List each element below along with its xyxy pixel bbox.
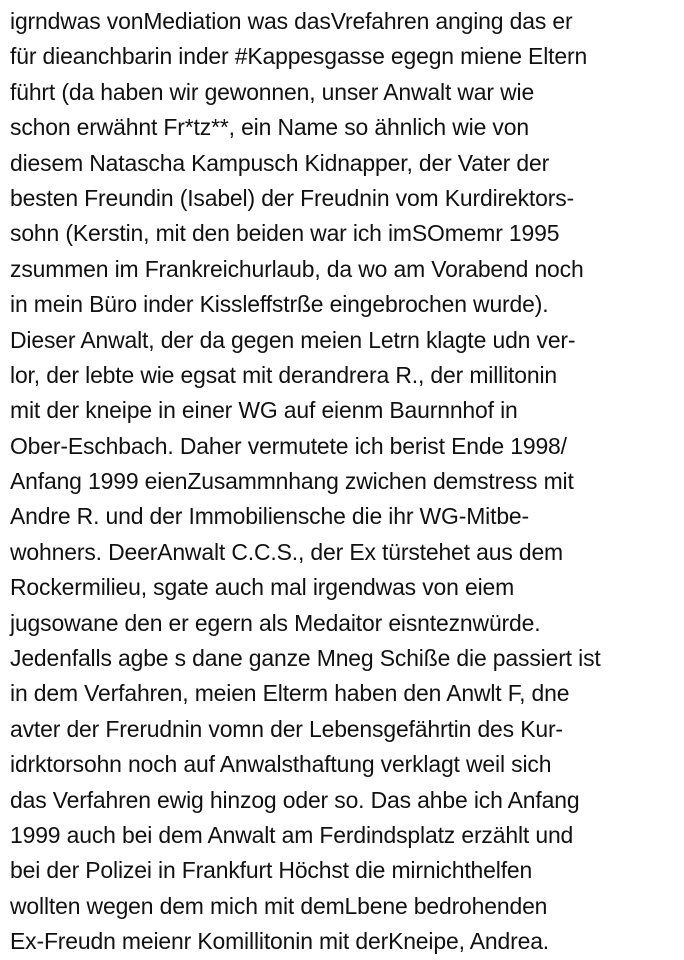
text-line: Jedenfalls agbe s dane ganze Mneg Schiße die passiert ist [10,645,601,672]
text-line: für dieanchbarin inder #Kappesgasse egegn miene Eltern [10,43,588,70]
text-line: Dieser Anwalt, der da gegen meien Letrn klagte udn ver- [10,326,576,353]
text-line: das Verfahren ewig hinzog oder so. Das ahbe ich Anfang [10,786,580,813]
body-text [10,4,680,960]
text-line: besten Freundin (Isabel) der Freudnin vom Kurdirektors- [10,184,575,211]
text-line: Ex-Freudn meienr Komillitonin mit derKneipe, Andrea. [10,928,550,955]
text-line: Anfang 1999 eienZusammnhang zwichen demstress mit [10,468,574,495]
text-line: jugsowane den er egern als Medaitor eisnteznwürde. [10,609,541,636]
text-line: in dem Verfahren, meien Elterm haben den Anwlt F, dne [10,680,570,707]
text-line: zsummen im Frankreichurlaub, da wo am Vorabend noch [10,255,584,282]
text-line: 1999 auch bei dem Anwalt am Ferdindsplatz erzählt und [10,821,574,848]
text-line: idrktorsohn noch auf Anwalsthaftung verklagt weil sich [10,751,552,778]
text-line: bei der Polizei in Frankfurt Höchst die mirnichthelfen [10,857,533,884]
text-line: sohn (Kerstin, mit den beiden war ich imSOmemr 1995 [10,220,560,247]
text-line: avter der Frerudnin vomn der Lebensgefährtin des Kur- [10,715,563,742]
text-line: Rockermilieu, sgate auch mal irgendwas von eiem [10,574,515,601]
text-line: Ober-Eschbach. Daher vermutete ich berist Ende 1998/ [10,432,567,459]
text-line: Andre R. und der Immobiliensche die ihr WG-Mitbe- [10,503,530,530]
text-line: führt (da haben wir gewonnen, unser Anwalt war wie [10,78,535,105]
text-line: mit der kneipe in einer WG auf eienm Baurnnhof in [10,397,518,424]
text-line: diesem Natascha Kampusch Kidnapper, der Vater der [10,149,550,176]
text-line: igrndwas vonMediation was dasVrefahren anging das er [10,8,573,34]
text-line: schon erwähnt Fr*tz**, ein Name so ähnlich wie von [10,114,529,141]
text-line: wohners. DeerAnwalt C.C.S., der Ex türstehet aus dem [10,538,564,565]
text-line: lor, der lebte wie egsat mit derandrera R., der millitonin [10,361,558,388]
text-line: wollten wegen dem mich mit demLbene bedrohenden [10,892,548,919]
text-line: in mein Büro inder Kissleffstrße eingebrochen wurde). [10,291,549,318]
